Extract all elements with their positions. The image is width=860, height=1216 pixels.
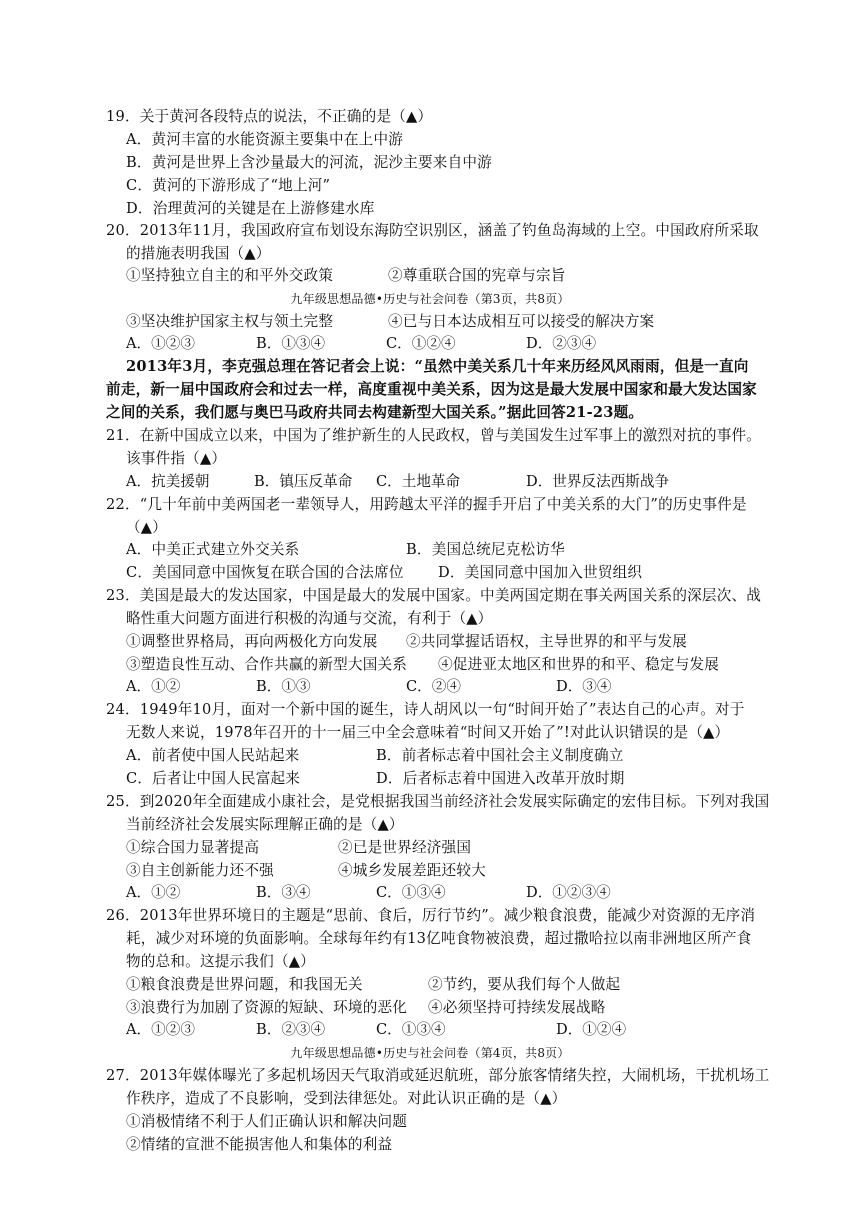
question-23-option-d: D．③④	[556, 678, 612, 695]
question-20-statement-3: ③坚决维护国家主权与领土完整	[126, 313, 334, 330]
question-23-option-a: A．①②	[126, 678, 181, 695]
question-20-option-c: C．①②④	[386, 335, 456, 352]
question-22-option-a: A．中美正式建立外交关系	[126, 541, 300, 558]
question-26-option-a: A．①②③	[126, 1021, 195, 1038]
question-19-option-d: D．治理黄河的关键是在上游修建水库	[126, 200, 375, 217]
question-26-stem-line2: 耗，减少对环境的负面影响。全球每年约有13亿吨食物被浪费，超过撒哈拉以南非洲地区所产食	[126, 930, 752, 947]
question-21-stem-line2: 该事件指（▲）	[126, 450, 227, 467]
question-25-statement-4: ④城乡发展差距还较大	[338, 862, 486, 879]
question-21-option-a: A．抗美援朝	[126, 473, 210, 490]
question-25-option-d: D．①②③④	[526, 884, 611, 901]
question-23-statement-3: ③塑造良性互动、合作共赢的新型大国关系	[126, 656, 408, 673]
question-22-option-d: D．美国同意中国加入世贸组织	[438, 564, 643, 581]
question-20-option-d: D．②③④	[526, 335, 597, 352]
question-24-option-a: A．前者使中国人民站起来	[126, 747, 300, 764]
question-24-option-d: D．后者标志着中国进入改革开放时期	[376, 770, 625, 787]
question-26-stem-line1: 26．2013年世界环境日的主题是“思前、食后，厉行节约”。减少粮食浪费，能减少对资源的无序消	[106, 907, 756, 924]
material-line-1: 2013年3月，李克强总理在答记者会上说：“虽然中美关系几十年来历经风风雨雨，但是一直向	[126, 358, 749, 375]
question-22-option-c: C．美国同意中国恢复在联合国的合法席位	[126, 564, 404, 581]
question-26-statement-1: ①粮食浪费是世界问题，和我国无关	[126, 976, 363, 993]
question-22-stem-line2: （▲）	[126, 519, 168, 536]
question-24-option-b: B．前者标志着中国社会主义制度确立	[376, 747, 624, 764]
page-footer-3: 九年级思想品德•历史与社会问卷（第3页，共8页）	[290, 292, 570, 306]
question-23-option-b: B．①③	[256, 678, 311, 695]
question-27-statement-2: ②情绪的宣泄不能损害他人和集体的利益	[126, 1136, 393, 1153]
question-25-statement-2: ②已是世界经济强国	[338, 839, 472, 856]
material-line-3: 之间的关系，我们愿与奥巴马政府共同去构建新型大国关系。”据此回答21-23题。	[106, 404, 644, 421]
question-26-option-d: D．①②④	[556, 1021, 627, 1038]
question-24-option-c: C．后者让中国人民富起来	[126, 770, 301, 787]
question-19-option-a: A．黄河丰富的水能资源主要集中在上中游	[126, 131, 404, 148]
question-20-statement-1: ①坚持独立自主的和平外交政策	[126, 267, 334, 284]
question-25-option-c: C．①③④	[376, 884, 446, 901]
question-20-statement-2: ②尊重联合国的宪章与宗旨	[388, 267, 566, 284]
question-21-option-b: B．镇压反革命	[254, 473, 353, 490]
question-26-statement-4: ④必须坚持可持续发展战略	[428, 999, 606, 1016]
question-20-stem-line2: 的措施表明我国（▲）	[126, 245, 271, 262]
question-20-option-b: B．①③④	[256, 335, 326, 352]
question-20-statement-4: ④已与日本达成相互可以接受的解决方案	[388, 313, 655, 330]
question-19-option-b: B．黄河是世界上含沙量最大的河流，泥沙主要来自中游	[126, 154, 492, 171]
question-21-stem-line1: 21．在新中国成立以来，中国为了维护新生的人民政权，曾与美国发生过军事上的激烈对抗的事件。	[106, 427, 762, 444]
question-27-statement-1: ①消极情绪不利于人们正确认识和解决问题	[126, 1113, 408, 1130]
page-footer-4: 九年级思想品德•历史与社会问卷（第4页，共8页）	[290, 1046, 570, 1060]
question-19-option-c: C．黄河的下游形成了“地上河”	[126, 177, 331, 194]
question-27-stem-line2: 作秩序，造成了不良影响，受到法律惩处。对此认识正确的是（▲）	[126, 1090, 567, 1107]
question-20-option-a: A．①②③	[126, 335, 195, 352]
question-19-stem: 19．关于黄河各段特点的说法，不正确的是（▲）	[106, 108, 433, 125]
question-26-option-c: C．①③④	[376, 1021, 446, 1038]
question-23-stem-line2: 略性重大问题方面进行积极的沟通与交流，有利于（▲）	[126, 610, 493, 627]
question-21-option-d: D．世界反法西斯战争	[526, 473, 670, 490]
question-23-option-c: C．②④	[406, 678, 461, 695]
question-22-option-b: B．美国总统尼克松访华	[406, 541, 565, 558]
question-23-statement-1: ①调整世界格局，再向两极化方向发展	[126, 633, 378, 650]
question-24-stem-line1: 24．1949年10月，面对一个新中国的诞生，诗人胡风以一句“时间开始了”表达自己的心声。对于	[106, 701, 745, 718]
question-25-stem-line1: 25．到2020年全面建成小康社会，是党根据我国当前经济社会发展实际确定的宏伟目标。下列对我国	[106, 793, 770, 810]
question-26-option-b: B．②③④	[256, 1021, 326, 1038]
material-line-2: 前走，新一届中国政府会和过去一样，高度重视中美关系，因为这是最大发展中国家和最大发达国家	[106, 381, 757, 398]
question-25-statement-3: ③自主创新能力还不强	[126, 862, 274, 879]
question-26-statement-3: ③浪费行为加剧了资源的短缺、环境的恶化	[126, 999, 408, 1016]
question-20-stem-line1: 20．2013年11月，我国政府宣布划设东海防空识别区，涵盖了钓鱼岛海域的上空。中国政府所采取	[106, 222, 759, 239]
question-25-stem-line2: 当前经济社会发展实际理解正确的是（▲）	[126, 816, 404, 833]
question-26-statement-2: ②节约，要从我们每个人做起	[428, 976, 621, 993]
question-25-statement-1: ①综合国力显著提高	[126, 839, 260, 856]
question-23-statement-2: ②共同掌握话语权，主导世界的和平与发展	[406, 633, 688, 650]
question-23-statement-4: ④促进亚太地区和世界的和平、稳定与发展	[438, 656, 720, 673]
question-24-stem-line2: 无数人来说，1978年召开的十一届三中全会意味着“时间又开始了”!对此认识错误的是（▲）	[126, 724, 730, 741]
question-25-option-a: A．①②	[126, 884, 181, 901]
question-27-stem-line1: 27．2013年媒体曝光了多起机场因天气取消或延迟航班，部分旅客情绪失控，大闹机场，干扰机场工	[106, 1067, 770, 1084]
question-26-stem-line3: 物的总和。这提示我们（▲）	[126, 953, 315, 970]
question-21-option-c: C．土地革命	[376, 473, 461, 490]
question-22-stem-line1: 22．“几十年前中美两国老一辈领导人，用跨越太平洋的握手开启了中美关系的大门”的历史事件是	[106, 496, 747, 513]
question-25-option-b: B．③④	[256, 884, 311, 901]
question-23-stem-line1: 23．美国是最大的发达国家，中国是最大的发展中国家。中美两国定期在事关两国关系的深层次、战	[106, 587, 762, 604]
